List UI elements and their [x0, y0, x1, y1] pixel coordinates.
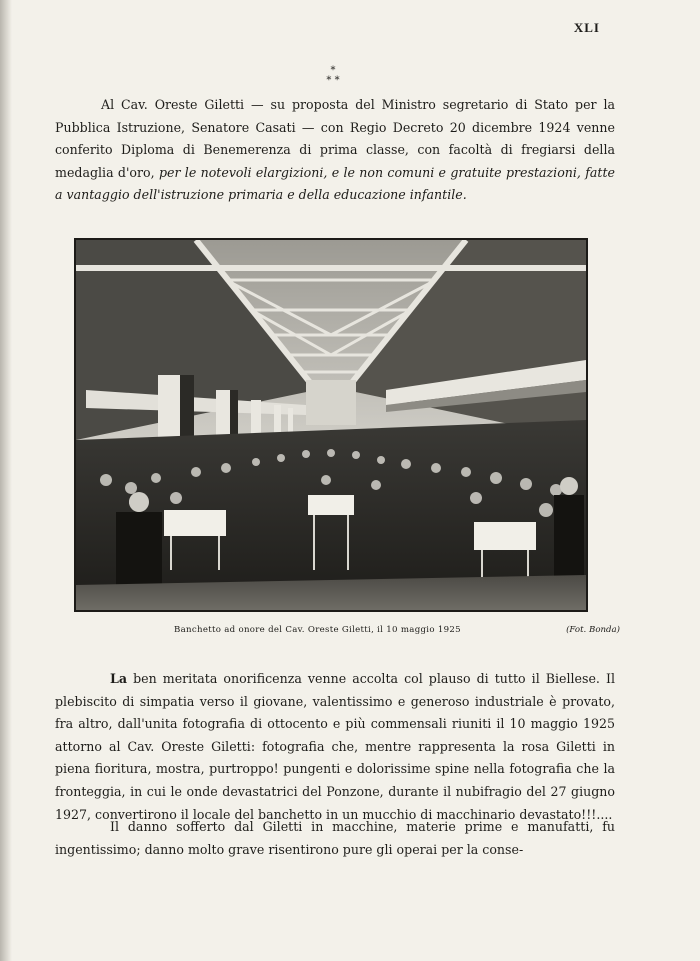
body-p1-text: ben meritata onorificenza venne accolta col plauso di tutto il Biellese. Il plebiscito di simpatia verso il giovane, valentissimo e generoso industriale è provato, fra altro, dall'unita fotografia di ottocento e più commensali riuniti il 10 maggio 1925 attorno al Cav. Oreste Giletti: fotografia che, mentre rappresenta la rosa Giletti in piena fioritura, mostra, purtroppo! pungenti e dolorissime spine nella fotografia che la fronteggia, in cui le onde devastatrici del Ponzone, durante il nubifragio del 27 giugno 1927, convertirono il locale del banchetto in un mucchio di macchinario devastato!!!....: [55, 671, 615, 822]
photo-caption: Banchetto ad onore del Cav. Oreste Giletti, il 10 maggio 1925: [174, 625, 461, 635]
intro-plain-text: Al Cav. Oreste Giletti — su proposta del Ministro segretario di Stato per la Pubblica Istruzione, Senatore Casati — con Regio Decreto 20 dicembre 1924 venne conferito Diploma di Benemerenza di prima classe, con facoltà di fregiarsi della medaglia d'oro,: [55, 97, 615, 180]
intro-italic-text: per le notevoli elargizioni, e le non comuni e gratuite prestazioni, fatte a vantaggio dell'istruzione primaria e della educazione infantile.: [55, 164, 615, 203]
body-text-1: [55, 668, 615, 826]
banquet-hall-illustration: [76, 240, 586, 610]
page-number: XLI: [573, 20, 600, 35]
body-paragraph-2: [55, 816, 615, 861]
asterism-ornament: [318, 66, 348, 86]
intro-paragraph: [55, 94, 615, 207]
banquet-photo: [74, 238, 588, 612]
intro-text: [55, 94, 615, 207]
book-gutter: [0, 0, 12, 961]
asterism-top: *: [330, 65, 336, 76]
body-paragraph-1: [55, 668, 615, 826]
asterism-bottom: * *: [326, 75, 340, 86]
photo-credit: (Fot. Bonda): [566, 625, 620, 635]
body-lead-word: La: [110, 671, 128, 686]
body-p2-text: Il danno sofferto dal Giletti in macchine, materie prime e manufatti, fu ingentissimo; danno molto grave risentirono pure gli operai per la conse-: [55, 819, 615, 857]
